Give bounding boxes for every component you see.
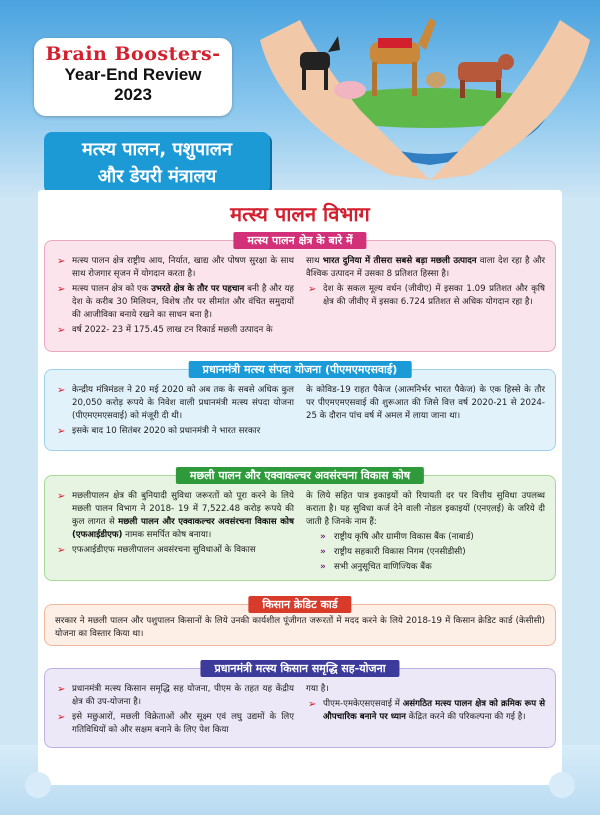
bullet-arrow-icon: ➢ (57, 256, 66, 267)
bullet-arrow-icon: » (320, 532, 326, 542)
text: मछलीपालन क्षेत्र की बुनियादी सुविधा जरूरतों को पूरा करने के लिये मछली पालन विभाग ने 2018- 19 में 7,522.48 करोड़ रूपये की कुल लागत से (72, 491, 294, 527)
section-about-title: मत्स्य पालन क्षेत्र के बारे में (233, 232, 366, 249)
pmmsy-right-text: के कोविड-19 राहत पैकेज (आत्मनिर्भर भारत पैकेज) के एक हिस्से के तौर पर पीएमएमएसवाई की शुरूआत की जिसे वित्त वर्ष 2020-21 से 2024- 25 के दौरान पांच वर्ष में अमल में लाया जाना था। (306, 385, 545, 421)
section-pmkssy (44, 662, 556, 748)
text: एफआईडीएफ मछलीपालन अवसंरचना सुविधाओं के विकास (72, 545, 256, 555)
text: केन्द्रीय मंत्रिमंडल ने 20 मई 2020 को अब तक के सबसे अधिक कुल 20,050 करोड़ रूपये के निवेश वाली प्रधानमंत्री मत्स्य संपदा योजना (पीएमएमएसवाई) को मंजूरी दी थी। (72, 385, 294, 421)
bullet-arrow-icon: ➢ (57, 284, 66, 295)
text: केंद्रित करने की परिकल्पना की गई है। (405, 712, 526, 722)
text: नामक समर्पित कोष बनाया। (122, 530, 212, 540)
bullet-arrow-icon: ➢ (57, 684, 66, 695)
bullet-item (55, 711, 294, 737)
text: वाला देश रहा है और वैश्विक उत्पादन में उसका 8 प्रतिशत हिस्सा है। (306, 256, 546, 279)
hands-animals-illustration (240, 0, 600, 190)
section-fidf-right (306, 490, 545, 576)
section-fidf-title: मछली पालन और एक्वाकल्चर अवसंरचना विकास कोष (176, 467, 424, 484)
section-about-right (306, 255, 545, 339)
bullet-item (306, 698, 545, 724)
section-kcc (44, 598, 556, 646)
bullet-item (306, 283, 545, 309)
bullet-arrow-icon: ➢ (57, 385, 66, 396)
section-about-left (55, 255, 294, 339)
brand-subtitle: Year-End Review (64, 65, 202, 84)
ministry-line-1: मत्स्य पालन, पशुपालन (82, 139, 232, 160)
section-about (44, 234, 556, 352)
ministry-banner (44, 132, 270, 194)
text: सभी अनुसूचित वाणिज्यिक बैंक (334, 562, 432, 572)
text: पीएम-एमकेएसएसवाई में (323, 699, 403, 709)
bullet-item (306, 546, 545, 559)
section-pmkssy-right (306, 683, 545, 739)
section-fidf (44, 469, 556, 581)
text: साथ (306, 256, 323, 266)
bold-text: उभरते क्षेत्र के तौर पर पहचान (151, 284, 245, 294)
bullet-item (55, 425, 294, 438)
bullet-item (55, 490, 294, 542)
bold-text: असंगठित मत्स्य पालन क्षेत्र को क्रमिक रूप से औपचारिक बनाने पर ध्यान (323, 699, 546, 722)
text: बनी है और यह देश के करीब 30 मिलियन, विशेष तौर पर सीमांत और वंचित समुदायों की आजीविका बनाये रखने का साधन बना है। (72, 284, 294, 320)
bullet-arrow-icon: ➢ (57, 491, 66, 502)
text: राष्ट्रीय कृषि और ग्रामीण विकास बैंक (नाबार्ड) (334, 532, 474, 542)
text: इसके बाद 10 सितंबर 2020 को प्रधानमंत्री ने भारत सरकार (72, 426, 261, 436)
text: मत्स्य पालन क्षेत्र राष्ट्रीय आय, निर्यात, खाद्य और पोषण सुरक्षा के साथ साथ रोजगार सृजन में योगदान करता है। (72, 256, 294, 279)
section-kcc-title: किसान क्रेडिट कार्ड (248, 596, 351, 613)
bullet-item (55, 544, 294, 557)
bullet-item (55, 283, 294, 322)
brand-title: Brain Boosters- (45, 43, 221, 65)
brand-year: 2023 (114, 85, 152, 104)
text: प्रधानमंत्री मत्स्य किसान समृद्धि सह योजना, पीएम के तहत यह केंद्रीय क्षेत्र की उप-योजना है। (72, 684, 294, 707)
text: मत्स्य पालन क्षेत्र को एक (72, 284, 152, 294)
text: देश के सकल मूल्य वर्धन (जीवीए) में इसका 1.09 प्रतिशत और कृषि क्षेत्र की जीवीए में इसका 6.724 प्रतिशत से अधिक योगदान रहा है। (323, 284, 545, 307)
section-pmmsy-title: प्रधानमंत्री मत्स्य संपदा योजना (पीएमएमएसवाई) (189, 361, 412, 378)
bullet-item (306, 561, 545, 574)
pmkssy-right-cont: गया है। (306, 684, 329, 694)
bullet-arrow-icon: ➢ (308, 284, 317, 295)
bullet-item (55, 683, 294, 709)
section-fidf-left (55, 490, 294, 576)
section-pmkssy-title: प्रधानमंत्री मत्स्य किसान समृद्धि सह-योजना (200, 660, 399, 677)
bold-text: भारत दुनिया में तीसरा सबसे बड़ा मछली उत्पादन (322, 256, 477, 266)
bullet-arrow-icon: ➢ (57, 545, 66, 556)
text: राष्ट्रीय सहकारी विकास निगम (एनसीडीसी) (334, 547, 466, 557)
bullet-arrow-icon: ➢ (57, 426, 66, 437)
bullet-item (55, 324, 294, 337)
bullet-arrow-icon: ➢ (57, 712, 66, 723)
section-pmkssy-left (55, 683, 294, 739)
text: इसे मछुआरों, मछली विक्रेताओं और सूक्ष्म एवं लघु उद्यमों के लिए गतिविधियों को और सक्षम बनाने के लिए पेश किया (72, 712, 294, 735)
department-title: मत्स्य पालन विभाग (230, 202, 370, 226)
bullet-item (306, 255, 545, 281)
fidf-right-text: के लिये सहित पात्र इकाइयों को रियायती दर पर वित्तीय सुविधा उपलब्ध कराता है। यह सुविधा कर्ज देने वाली नोडल इकाइयों (एनएलई) के जरिये दी जाती है जिनके नाम हैं: (306, 491, 545, 527)
bullet-arrow-icon: » (320, 562, 326, 572)
bullet-item (306, 531, 545, 544)
section-pmmsy (44, 363, 556, 451)
bullet-item (55, 255, 294, 281)
section-pmmsy-left (55, 384, 294, 440)
section-pmmsy-right (306, 384, 545, 440)
ministry-line-2: और डेयरी मंत्रालय (97, 166, 217, 187)
text: वर्ष 2022- 23 में 175.45 लाख टन रिकार्ड मछली उत्पादन के (72, 325, 273, 335)
bullet-arrow-icon: ➢ (57, 325, 66, 336)
bullet-arrow-icon: » (320, 547, 326, 557)
kcc-text: सरकार ने मछली पालन और पशुपालन किसानों के लिये उनकी कार्यशील पूंजीगत जरूरतों में मदद करने के लिये 2018-19 में किसान क्रेडिट कार्ड (केसीसी) योजना का विस्तार किया था। (55, 616, 545, 639)
paper-corner (549, 772, 575, 798)
bold-text: मछली पालन और एक्वाकल्चर अवसंरचना विकास कोष (एफआईडीएफ) (72, 517, 294, 540)
brand-card (34, 38, 232, 116)
bullet-item (55, 384, 294, 423)
bullet-arrow-icon: ➢ (308, 699, 317, 710)
paper-corner (25, 772, 51, 798)
